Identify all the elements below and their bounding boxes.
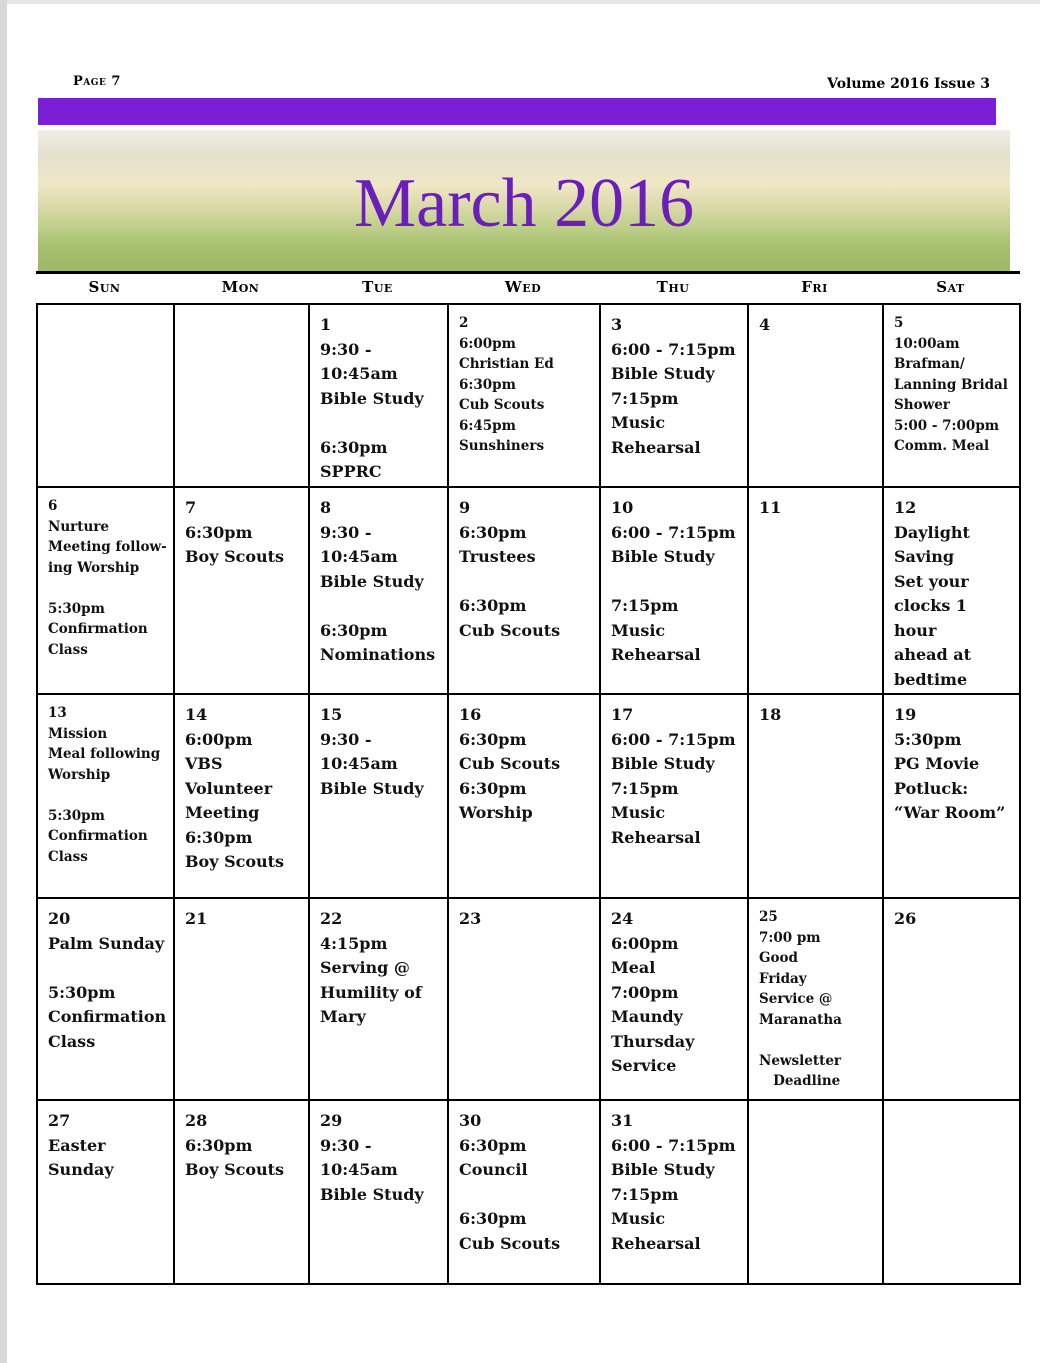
day-cell	[600, 487, 748, 694]
week-row	[37, 694, 1020, 898]
event-text: 6:00 - 7:15pm	[611, 1135, 736, 1155]
event-text: Rehearsal	[611, 1233, 701, 1253]
event-text: 7:15pm	[611, 596, 679, 615]
event-text: Music	[611, 803, 666, 822]
event-text: Meal	[611, 958, 656, 977]
event-text: Comm. Meal	[894, 438, 990, 454]
event-text: 9:30 - 10:45am	[320, 339, 398, 383]
event-text: clocks 1 hour	[894, 596, 973, 640]
event-text: Class	[48, 848, 88, 865]
event-text: Mission	[48, 725, 108, 742]
event-text	[759, 1030, 876, 1051]
day-number: 8	[320, 498, 332, 517]
day-cell	[309, 898, 448, 1100]
event-text: 5:30pm	[48, 807, 105, 824]
event-text: bedtime	[894, 669, 968, 689]
event-text: Daylight	[894, 522, 970, 542]
event-text: 6:30pm	[459, 1209, 527, 1228]
day-number: 14	[185, 705, 208, 724]
day-cell	[309, 487, 448, 694]
event-text: Class	[48, 641, 88, 658]
event-text: Bible Study	[320, 571, 424, 591]
event-text: Mary	[320, 1007, 366, 1026]
day-cell	[174, 487, 309, 694]
event-text: Boy Scouts	[185, 852, 285, 871]
event-text	[320, 411, 441, 436]
event-text: Sunshiners	[459, 438, 545, 454]
day-cell	[883, 898, 1020, 1100]
week-row	[37, 1100, 1020, 1284]
day-header-mon: Mon	[221, 278, 260, 296]
event-text: Rehearsal	[611, 645, 701, 664]
event-text: 6:00 - 7:15pm	[611, 522, 736, 542]
day-number: 13	[48, 705, 67, 721]
day-number: 20	[48, 909, 71, 928]
event-text: 5:30pm	[48, 982, 116, 1002]
day-header-thu: Thu	[656, 278, 690, 296]
event-text: Brafman/	[894, 356, 965, 372]
event-text: 5:30pm	[48, 600, 105, 617]
event-text: 6:30pm	[320, 620, 388, 640]
event-text: Cub Scouts	[459, 754, 561, 773]
day-number: 18	[759, 705, 782, 724]
event-text: 6:30pm	[459, 376, 516, 393]
day-number: 22	[320, 909, 343, 928]
event-text: 6:30pm	[459, 729, 527, 749]
event-text: 7:15pm	[611, 778, 679, 798]
event-text	[611, 570, 741, 595]
event-text: 4:15pm	[320, 933, 388, 953]
event-text: Boy Scouts	[185, 547, 285, 566]
day-cell	[448, 487, 600, 694]
day-cell	[309, 1100, 448, 1284]
event-text: 6:00pm	[185, 729, 253, 749]
day-cell	[600, 694, 748, 898]
day-number: 11	[759, 498, 782, 517]
event-text	[459, 1183, 593, 1208]
day-cell	[448, 898, 600, 1100]
day-cell	[748, 694, 883, 898]
event-text: 6:00pm	[611, 933, 679, 953]
event-text	[48, 785, 167, 806]
day-number: 12	[894, 498, 917, 517]
event-text: 6:30pm	[459, 596, 527, 615]
day-cell	[174, 898, 309, 1100]
event-text: Maranatha	[759, 1011, 842, 1028]
day-number: 10	[611, 498, 634, 517]
day-number: 4	[759, 315, 771, 334]
event-text: Newsletter	[759, 1052, 842, 1069]
event-text: Lanning Bridal	[894, 376, 1008, 393]
event-text: Potluck:	[894, 778, 969, 798]
day-cell	[309, 304, 448, 487]
event-text: Meal following	[48, 746, 161, 762]
day-cell	[883, 487, 1020, 694]
day-number: 17	[611, 705, 634, 724]
event-text: Bible Study	[320, 388, 424, 408]
day-cell	[748, 304, 883, 487]
event-text: Class	[48, 1031, 96, 1051]
day-number: 31	[611, 1111, 634, 1130]
day-number: 2	[459, 315, 469, 331]
event-text: Meeting	[185, 803, 260, 822]
event-text: Volunteer	[185, 778, 273, 798]
week-row	[37, 898, 1020, 1100]
day-header-sun: Sun	[88, 278, 121, 296]
day-cell	[448, 304, 600, 487]
event-text: 9:30 - 10:45am	[320, 729, 398, 773]
event-text: ahead at	[894, 645, 972, 664]
event-text: Humility of	[320, 982, 422, 1002]
event-text: Saving	[894, 547, 955, 566]
event-text: Easter Sunday	[48, 1135, 114, 1179]
event-text: “War Room”	[894, 803, 1006, 822]
day-number: 5	[894, 315, 904, 331]
event-text: 7:00pm	[611, 982, 679, 1002]
event-text: 7:15pm	[611, 1184, 679, 1204]
day-number: 23	[459, 909, 482, 928]
event-text: Bible Study	[320, 778, 424, 798]
event-text: Bible Study	[611, 754, 715, 773]
event-text: 6:30pm	[185, 827, 253, 847]
day-header-sat: Sat	[936, 278, 965, 296]
header-bar	[38, 98, 996, 125]
event-text: Set your	[894, 571, 969, 591]
day-number: 6	[48, 498, 58, 514]
day-number: 16	[459, 705, 482, 724]
event-text: Meeting follow-	[48, 539, 167, 555]
event-text: Confirmation	[48, 1007, 167, 1026]
page-top-edge	[0, 0, 1040, 4]
event-text: Deadline	[759, 1073, 841, 1089]
event-text: Worship	[459, 803, 533, 822]
header-rule	[36, 271, 1020, 274]
event-text: Friday	[759, 970, 807, 987]
event-text: Nominations	[320, 645, 436, 664]
day-number: 7	[185, 498, 197, 517]
event-text: ing Worship	[48, 559, 140, 576]
week-row	[37, 304, 1020, 487]
event-text: Shower	[894, 397, 950, 413]
event-text: Service @	[759, 991, 833, 1007]
event-text: Serving @	[320, 958, 410, 977]
day-cell	[37, 487, 174, 694]
event-text: Christian Ed	[459, 356, 554, 372]
volume-issue: Volume 2016 Issue 3	[827, 76, 990, 92]
event-text	[48, 956, 167, 981]
event-text: 6:30pm	[185, 1135, 253, 1155]
event-text: Bible Study	[611, 1160, 715, 1179]
event-text: Trustees	[459, 547, 536, 566]
event-text: 6:30pm	[459, 778, 527, 798]
day-cell	[448, 694, 600, 898]
day-number: 27	[48, 1111, 71, 1130]
event-text: Confirmation	[48, 828, 148, 844]
day-number: 30	[459, 1111, 482, 1130]
day-cell	[37, 898, 174, 1100]
day-number: 19	[894, 705, 917, 724]
event-text: 6:30pm	[320, 437, 388, 457]
event-text	[459, 570, 593, 595]
event-text: 6:00 - 7:15pm	[611, 729, 736, 749]
event-text: Music	[611, 413, 666, 432]
day-number: 9	[459, 498, 471, 517]
event-text: Cub Scouts	[459, 620, 561, 640]
event-text	[320, 594, 441, 619]
day-number: 21	[185, 909, 208, 928]
event-text: Maundy	[611, 1007, 683, 1026]
event-text: Bible Study	[611, 364, 715, 383]
event-text: 6:30pm	[459, 522, 527, 542]
event-text: PG Movie	[894, 754, 980, 773]
day-number: 25	[759, 909, 778, 925]
event-text: Service	[611, 1056, 677, 1075]
event-text: Council	[459, 1160, 528, 1179]
event-text: Confirmation	[48, 621, 148, 637]
event-text: 7:00 pm	[759, 929, 821, 946]
day-cell	[37, 1100, 174, 1284]
event-text: 7:15pm	[611, 388, 679, 408]
event-text: Rehearsal	[611, 827, 701, 847]
day-number: 26	[894, 909, 917, 928]
event-text: Cub Scouts	[459, 397, 545, 413]
event-text: Palm Sunday	[48, 933, 165, 953]
event-text: Rehearsal	[611, 437, 701, 457]
day-number: 1	[320, 315, 332, 334]
day-cell	[600, 898, 748, 1100]
day-cell	[883, 1100, 1020, 1284]
event-text: 5:30pm	[894, 729, 962, 749]
event-text: Worship	[48, 766, 111, 783]
week-row	[37, 487, 1020, 694]
day-cell	[37, 694, 174, 898]
event-text: Nurture	[48, 518, 110, 535]
day-cell	[748, 1100, 883, 1284]
day-number: 3	[611, 315, 623, 334]
day-cell	[174, 304, 309, 487]
day-header-tue: Tue	[362, 278, 393, 296]
event-text: Music	[611, 620, 666, 640]
day-cell	[600, 1100, 748, 1284]
event-text: 10:00am	[894, 335, 960, 352]
day-cell	[174, 694, 309, 898]
page-number: Page 7	[73, 74, 121, 89]
calendar-title: March 2016	[353, 165, 695, 242]
event-text: 5:00 - 7:00pm	[894, 417, 1000, 434]
day-header-wed: Wed	[504, 278, 542, 296]
event-text: Bible Study	[611, 547, 715, 566]
event-text: Good	[759, 950, 798, 966]
event-text: Boy Scouts	[185, 1160, 285, 1179]
event-text: VBS	[185, 754, 223, 773]
event-text: Bible Study	[320, 1184, 424, 1204]
event-text	[48, 578, 167, 599]
day-number: 15	[320, 705, 343, 724]
day-cell	[174, 1100, 309, 1284]
event-text: 6:00 - 7:15pm	[611, 339, 736, 359]
event-text: Music	[611, 1209, 666, 1228]
event-text: 6:00pm	[459, 335, 516, 352]
event-text: Thursday	[611, 1031, 695, 1051]
day-cell	[309, 694, 448, 898]
day-cell	[448, 1100, 600, 1284]
day-cell	[883, 304, 1020, 487]
event-text: 9:30 - 10:45am	[320, 522, 398, 566]
day-number: 24	[611, 909, 634, 928]
day-number: 29	[320, 1111, 343, 1130]
page-left-edge	[0, 0, 7, 1363]
day-cell	[883, 694, 1020, 898]
event-text: 6:30pm	[459, 1135, 527, 1155]
day-cell	[600, 304, 748, 487]
event-text: 6:45pm	[459, 417, 516, 434]
day-number: 28	[185, 1111, 208, 1130]
title-banner	[38, 130, 1010, 272]
event-text: Cub Scouts	[459, 1233, 561, 1253]
event-text: 9:30 - 10:45am	[320, 1135, 398, 1179]
day-cell	[748, 898, 883, 1100]
day-cell	[748, 487, 883, 694]
day-cell	[37, 304, 174, 487]
event-text: 6:30pm	[185, 522, 253, 542]
event-text: SPPRC	[320, 462, 382, 481]
calendar-grid	[36, 303, 1021, 1285]
day-header-fri: Fri	[801, 278, 828, 296]
